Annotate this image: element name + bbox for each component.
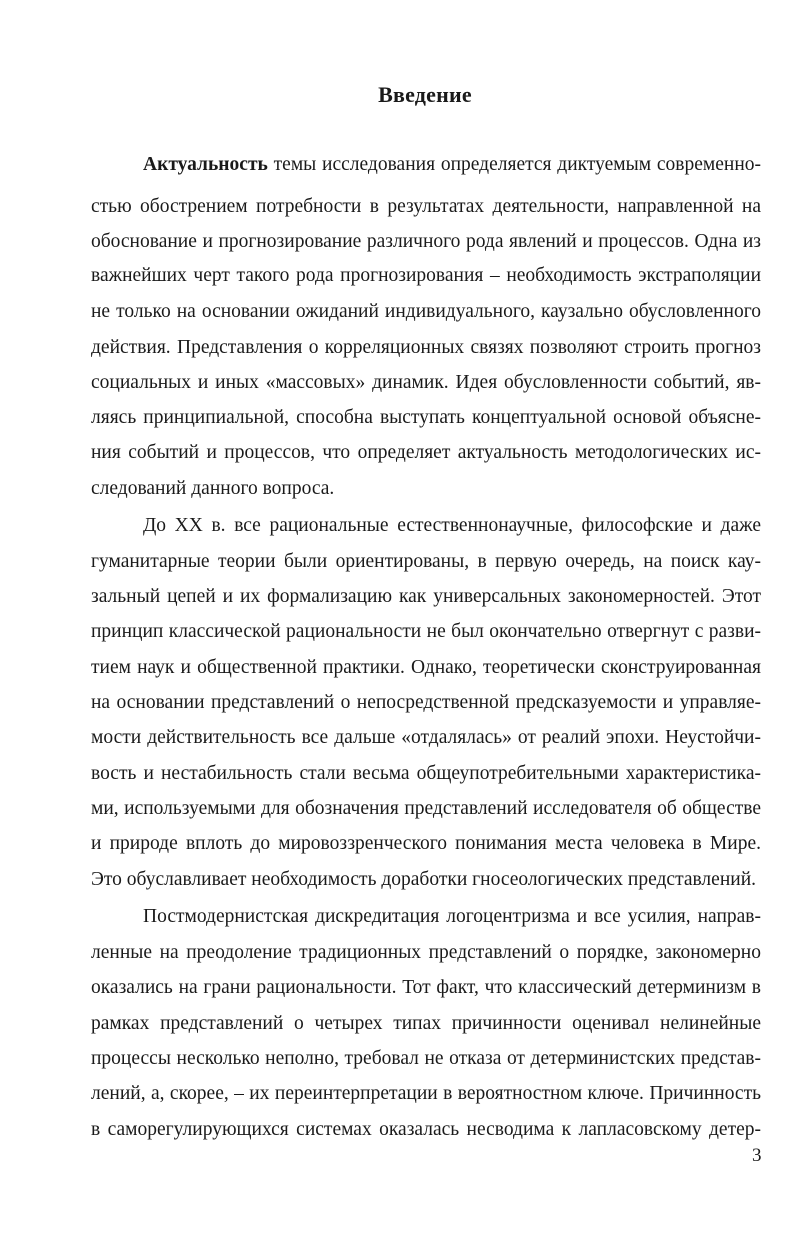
paragraph-3-line-6: лений, а, скорее, – их переинтерпретации в вероятностном ключе. Причинность: [91, 1083, 761, 1104]
paragraph-1-line-2: стью обострением потребности в результатах деятельности, направленной на: [91, 196, 761, 217]
paragraph-2-line-6: на основании представлений о непосредственной предсказуемости и управляе-: [91, 692, 761, 713]
paragraph-1-line-10: следований данного вопроса.: [91, 478, 335, 499]
paragraph-2-line-5: тием наук и общественной практики. Однако, теоретически сконструированная: [91, 657, 761, 678]
paragraph-1-line-3: обоснование и прогнозирование различного рода явлений и процессов. Одна из: [91, 231, 761, 252]
line-text: темы исследования определяется диктуемым современно-: [267, 154, 761, 175]
paragraph-2-line-3: зальный цепей и их формализацию как универсальных закономерностей. Этот: [91, 586, 761, 607]
paragraph-1-line-5: не только на основании ожиданий индивидуального, каузально обусловленного: [91, 301, 761, 322]
paragraph-2-line-1: До XX в. все рациональные естественнонаучные, философские и даже: [143, 515, 761, 536]
paragraph-2-line-11: Это обуславливает необходимость доработки гносеологических представлений.: [91, 869, 756, 890]
paragraph-1-line-8: ляясь принципиальной, способна выступать концептуальной основой объясне-: [91, 407, 761, 428]
paragraph-2-line-4: принцип классической рациональности не был окончательно отвергнут с разви-: [91, 621, 761, 642]
paragraph-2-line-8: вость и нестабильность стали весьма общеупотребительными характеристика-: [91, 763, 761, 784]
paragraph-2-line-9: ми, используемыми для обозначения представлений исследователя об обществе: [91, 798, 761, 819]
lead-term: Актуальность: [143, 154, 268, 175]
paragraph-3-line-3: оказались на грани рациональности. Тот факт, что классический детерминизм в: [91, 977, 761, 998]
paragraph-2-line-10: и природе вплоть до мировоззренческого понимания места человека в Мире.: [91, 833, 761, 854]
paragraph-1-line-1: [143, 153, 761, 177]
paragraph-1-line-4: важнейших черт такого рода прогнозирования – необходимость экстраполяции: [91, 265, 761, 286]
paragraph-3-line-7: в саморегулирующихся системах оказалась несводима к лапласовскому детер-: [91, 1119, 761, 1140]
paragraph-2-line-7: мости действительность все дальше «отдалялась» от реалий эпохи. Неустойчи-: [91, 727, 761, 748]
paragraph-1-line-9: ния событий и процессов, что определяет актуальность методологических ис-: [91, 442, 761, 463]
paragraph-3-line-4: рамках представлений о четырех типах причинности оценивал нелинейные: [91, 1013, 761, 1034]
paragraph-3-line-1: Постмодернистская дискредитация логоцентризма и все усилия, направ-: [143, 906, 761, 927]
paragraph-3-line-2: ленные на преодоление традиционных представлений о порядке, закономерно: [91, 942, 761, 963]
paragraph-1-line-7: социальных и иных «массовых» динамик. Идея обусловленности событий, яв-: [91, 372, 761, 393]
paragraph-2-line-2: гуманитарные теории были ориентированы, в первую очередь, на поиск кау-: [91, 551, 761, 572]
paragraph-1-line-6: действия. Представления о корреляционных связях позволяют строить прогноз: [91, 337, 761, 358]
paragraph-3-line-5: процессы несколько неполно, требовал не отказа от детерминистских представ-: [91, 1048, 761, 1069]
page-title: Введение: [378, 82, 472, 107]
page-number: 3: [752, 1145, 762, 1166]
